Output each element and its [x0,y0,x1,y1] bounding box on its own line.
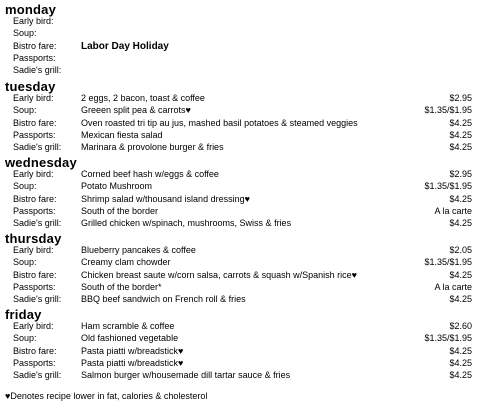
menu-row [0,370,480,381]
menu-row [0,41,480,52]
menu-row [0,346,480,357]
menu-row [0,358,480,369]
meal-label: Soup: [13,105,37,116]
meal-price: $1.35/$1.95 [424,333,472,344]
menu-row [0,294,480,305]
meal-price: $4.25 [449,142,472,153]
meal-label: Soup: [13,181,37,192]
meal-description: Creamy clam chowder [81,257,171,268]
meal-label: Passports: [13,129,56,140]
meal-description: Ham scramble & coffee [81,321,175,331]
day-heading-wednesday: wednesday [5,155,77,170]
meal-price: $4.25 [449,370,472,381]
menu-row [0,206,480,217]
menu-row [0,321,480,332]
meal-description: Mexican fiesta salad [81,129,163,140]
meal-price: $4.25 [449,357,472,368]
meal-label: Early bird: [13,321,54,331]
meal-price: A la carte [434,205,472,216]
meal-label: Passports: [13,281,56,292]
meal-price: $2.95 [449,93,472,103]
meal-label: Sadie's grill: [13,65,62,76]
meal-description: Marinara & provolone burger & fries [81,142,224,153]
meal-price: A la carte [434,281,472,292]
meal-price: $1.35/$1.95 [424,181,472,192]
meal-description: Old fashioned vegetable [81,333,179,344]
meal-label: Early bird: [13,93,54,103]
meal-label: Sadie's grill: [13,294,62,305]
meal-label: Bistro fare: [13,40,57,51]
menu-row [0,16,480,27]
meal-label: Sadie's grill: [13,370,62,381]
menu-row [0,65,480,76]
meal-label: Soup: [13,333,37,344]
day-heading-friday: friday [5,307,42,322]
menu-row [0,270,480,281]
meal-label: Early bird: [13,169,54,179]
day-heading-thursday: thursday [5,231,62,246]
menu-row [0,169,480,180]
menu-row [0,282,480,293]
meal-price: $4.25 [449,193,472,204]
meal-description: Pasta piatti w/breadstick♥ [81,345,184,356]
menu-row [0,245,480,256]
meal-price: $4.25 [449,269,472,280]
meal-description: Potato Mushroom [81,181,153,192]
menu-row [0,28,480,39]
meal-price: $1.35/$1.95 [424,257,472,268]
meal-label: Passports: [13,52,56,63]
meal-description: Salmon burger w/housemade dill tartar sauce & fries [81,370,291,381]
meal-description: BBQ beef sandwich on French roll & fries [81,294,246,305]
meal-description: Labor Day Holiday [81,40,169,52]
meal-label: Sadie's grill: [13,218,62,229]
meal-label: Bistro fare: [13,117,57,128]
menu-row [0,105,480,116]
menu-row [0,181,480,192]
menu-row [0,53,480,64]
menu-row [0,218,480,229]
meal-description: Corned beef hash w/eggs & coffee [81,169,219,179]
meal-description: Grilled chicken w/spinach, mushrooms, Swiss & fries [81,218,292,229]
meal-price: $2.05 [449,245,472,255]
day-heading-tuesday: tuesday [5,79,56,94]
meal-price: $4.25 [449,129,472,140]
menu-row [0,130,480,141]
meal-label: Early bird: [13,245,54,255]
menu-row [0,118,480,129]
menu-row [0,194,480,205]
meal-label: Soup: [13,28,37,39]
meal-label: Passports: [13,205,56,216]
meal-price: $4.25 [449,218,472,229]
meal-price: $2.60 [449,321,472,331]
meal-description: Greeen split pea & carrots♥ [81,105,191,116]
meal-description: South of the border* [81,281,162,292]
menu-row [0,93,480,104]
meal-description: Chicken breast saute w/corn salsa, carrots & squash w/Spanish rice♥ [81,269,357,280]
meal-price: $1.35/$1.95 [424,105,472,116]
meal-price: $4.25 [449,345,472,356]
meal-label: Bistro fare: [13,345,57,356]
meal-label: Soup: [13,257,37,268]
meal-description: Blueberry pancakes & coffee [81,245,196,255]
meal-description: South of the border [81,205,159,216]
meal-label: Passports: [13,357,56,368]
meal-description: Shrimp salad w/thousand island dressing♥ [81,193,250,204]
meal-description: Oven roasted tri tip au jus, mashed basil potatoes & steamed veggies [81,117,358,128]
meal-label: Bistro fare: [13,269,57,280]
menu-row [0,257,480,268]
day-heading-monday: monday [5,2,57,17]
meal-label: Bistro fare: [13,193,57,204]
meal-label: Sadie's grill: [13,142,62,153]
menu-row [0,142,480,153]
meal-label: Early bird: [13,16,54,26]
meal-price: $4.25 [449,294,472,305]
footnote: ♥Denotes recipe lower in fat, calories & cholesterol [5,391,208,401]
meal-price: $2.95 [449,169,472,179]
meal-price: $4.25 [449,117,472,128]
menu-row [0,333,480,344]
meal-description: 2 eggs, 2 bacon, toast & coffee [81,93,205,103]
meal-description: Pasta piatti w/breadstick♥ [81,357,184,368]
